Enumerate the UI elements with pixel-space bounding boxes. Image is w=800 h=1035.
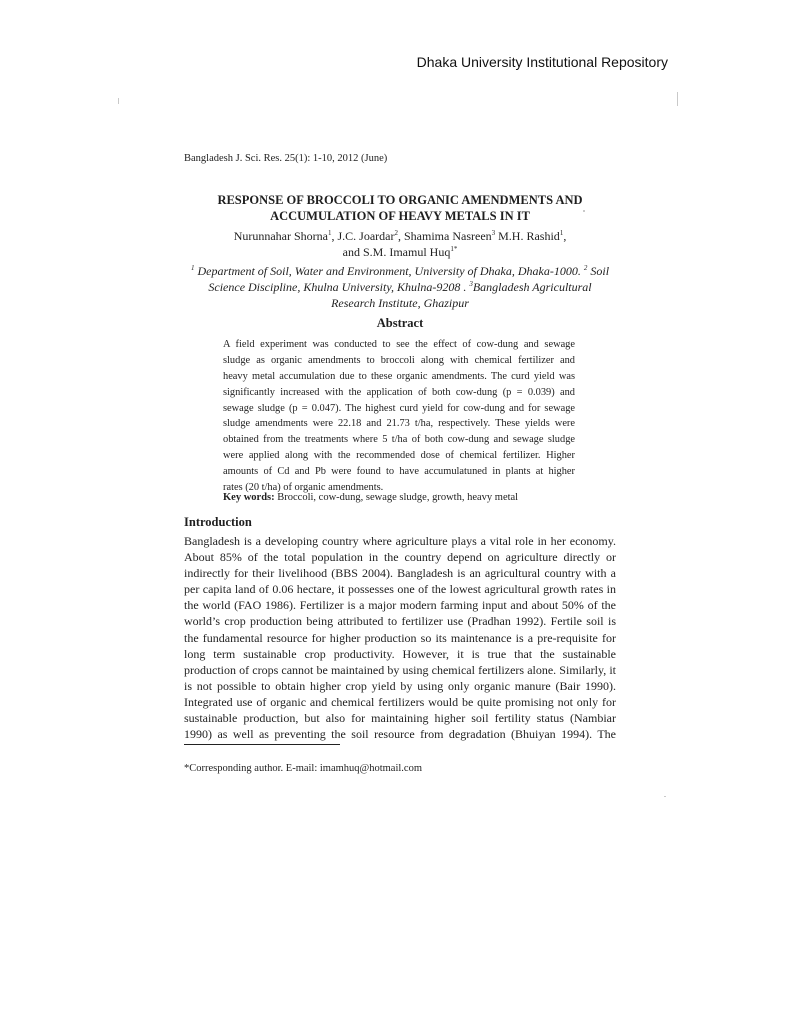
affiliation-text: Soil [587, 264, 610, 278]
author-affiliation-mark: 3 [491, 229, 496, 237]
scan-mark [677, 92, 678, 106]
text-line: the world (FAO 1986). Fertilizer is a major modern farming input and about 50% of the [184, 598, 616, 613]
title-line-1: RESPONSE OF BROCCOLI TO ORGANIC AMENDMENTS AND [217, 193, 583, 207]
text-line: significantly increased with the application of both cow-dung (p = 0.039) and [223, 386, 575, 398]
author-name: , Shamima Nasreen [398, 229, 492, 243]
text-line: long term sustainable crop productivity. However, it is true that the sustainable [184, 646, 616, 661]
text-line: Integrated use of organic and chemical fertilizers would be quite promising not only for [184, 694, 616, 709]
keywords-text: Broccoli, cow-dung, sewage sludge, growth, heavy metal [274, 492, 519, 503]
text-line: obtained from the treatments where 5 t/ha of both cow-dung and sewage sludge [223, 434, 575, 446]
affiliation-line-3: Research Institute, Ghazipur [331, 296, 469, 310]
text-line: were applied along with the recommended dose of chemical fertilizer. Higher [223, 450, 575, 462]
introduction-body [184, 533, 616, 742]
introduction-heading: Introduction [184, 515, 252, 529]
author-separator: , [563, 229, 567, 243]
author-affiliation-mark: 2 [394, 229, 398, 237]
paper-title [184, 192, 616, 224]
author-name: , J.C. Joardar [331, 229, 395, 243]
text-line: world’s crop production being attributed to fertilizer use (Pradhan 1992). Fertile soil is [184, 614, 616, 629]
keywords-label: Key words: [223, 492, 275, 503]
text-line: A field experiment was conducted to see the effect of cow-dung and sewage [223, 339, 575, 350]
affiliation-line-1 [184, 263, 616, 279]
text-line: rates (20 t/ha) of organic amendments. [223, 482, 384, 494]
author-affiliation-mark: 1 [559, 229, 564, 237]
author-name: and S.M. Imamul Huq [342, 245, 451, 259]
text-line: the fundamental resource for higher production so its maintenance is a pre-requisite for [184, 630, 616, 645]
text-line: production of crops cannot be maintained by using chemical fertilizers alone. Similarly, it [184, 662, 616, 677]
affiliation-text: Science Discipline, Khulna University, Khulna-9208 . [208, 280, 470, 294]
text-line: heavy metal accumulation due to these organic amendments. The curd yield was [223, 370, 575, 382]
text-line: is not possible to obtain higher crop yield by using only organic manure (Bair 1990). [184, 678, 616, 693]
affiliation-mark: 3 [469, 280, 473, 288]
abstract-heading: Abstract [376, 316, 424, 330]
authors-line-1 [184, 228, 616, 244]
footnote-divider [184, 744, 340, 745]
abstract-body [223, 337, 575, 496]
journal-reference: Bangladesh J. Sci. Res. 25(1): 1-10, 2012 (June) [184, 153, 388, 164]
text-line: Bangladesh is a developing country where agriculture plays a vital role in her economy. [184, 534, 616, 548]
author-name: M.H. Rashid [495, 229, 560, 243]
author-list [184, 228, 616, 260]
author-name: Nurunnahar Shorna [233, 229, 328, 243]
affiliation-text: Bangladesh Agricultural [472, 280, 592, 294]
text-line: sewage sludge (p = 0.047). The highest curd yield for cow-dung and for sewage [223, 402, 575, 414]
affiliation-text: Department of Soil, Water and Environment, University of Dhaka, Dhaka-1000. [194, 264, 584, 278]
affiliations [184, 263, 616, 311]
scan-mark [118, 98, 119, 104]
text-line: sludge amendments were 22.18 and 21.73 t/ha, respectively. These yields were [223, 418, 575, 430]
author-affiliation-mark: 1* [450, 245, 458, 253]
affiliation-line-2 [184, 279, 616, 295]
text-line: per capita land of 0.06 hectare, it possesses one of the lowest agricultural growth rates in [184, 582, 616, 597]
text-line: amounts of Cd and Pb were found to have accumulatuned in plants at higher [223, 466, 575, 478]
repository-label: Dhaka University Institutional Repository [416, 54, 668, 70]
affiliation-mark: 1 [190, 264, 195, 272]
scan-mark [664, 796, 666, 797]
title-line-2: ACCUMULATION OF HEAVY METALS IN IT [270, 209, 530, 223]
text-line: About 85% of the total population in the country depend on agriculture directly or [184, 550, 616, 565]
corresponding-author-footnote: *Corresponding author. E-mail: imamhuq@hotmail.com [184, 763, 423, 774]
author-affiliation-mark: 1 [328, 229, 332, 237]
authors-line-2 [184, 244, 616, 260]
text-line: 1990) as well as preventing the soil resource from degradation (Bhuiyan 1994). The [184, 727, 616, 742]
text-line: sustainable production, but also for maintaining higher soil fertility status (Nambiar [184, 711, 616, 726]
text-line: sludge as organic amendments to broccoli along with chemical fertilizer and [223, 354, 575, 366]
text-line: indirectly for their livelihood (BBS 2004). Bangladesh is an agricultural country with a [184, 566, 616, 581]
keywords [223, 492, 518, 503]
affiliation-mark: 2 [583, 264, 588, 272]
